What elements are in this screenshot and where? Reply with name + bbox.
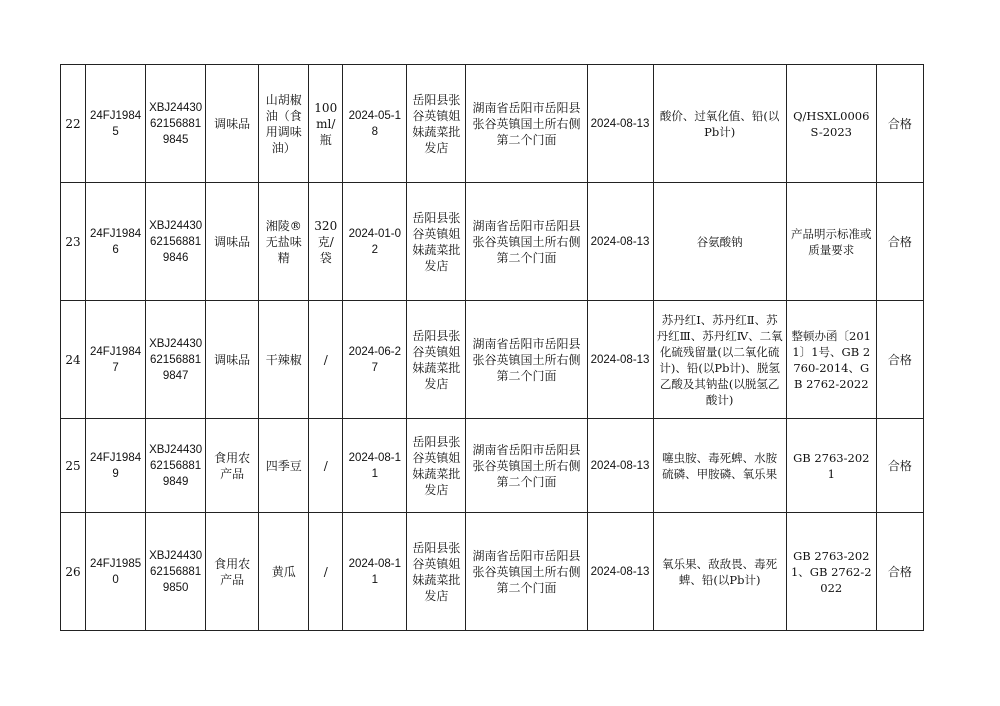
sample-no-cell: 24FJ19849 [86, 419, 146, 513]
address-cell: 湖南省岳阳市岳阳县张谷英镇国土所右侧第二个门面 [466, 513, 587, 631]
table-row [61, 183, 924, 301]
category-cell: 食用农产品 [206, 419, 259, 513]
test-items-cell: 氧乐果、敌敌畏、毒死蜱、铅(以Pb计) [653, 513, 786, 631]
test-items-cell: 噻虫胺、毒死蜱、水胺硫磷、甲胺磷、氧乐果 [653, 419, 786, 513]
table-row [61, 513, 924, 631]
standard-cell: 整顿办函〔2011〕1号、GB 2760-2014、GB 2762-2022 [786, 301, 876, 419]
seq-cell: 26 [61, 513, 86, 631]
category-cell: 调味品 [206, 183, 259, 301]
seq-cell: 23 [61, 183, 86, 301]
standard-cell: Q/HSXL0006S-2023 [786, 65, 876, 183]
sample-no-cell: 24FJ19845 [86, 65, 146, 183]
production-date-cell: 2024-01-02 [343, 183, 407, 301]
result-cell: 合格 [876, 65, 923, 183]
category-cell: 调味品 [206, 301, 259, 419]
production-date-cell: 2024-06-27 [343, 301, 407, 419]
standard-cell: GB 2763-2021、GB 2762-2022 [786, 513, 876, 631]
product-cell: 干辣椒 [259, 301, 309, 419]
standard-cell: GB 2763-2021 [786, 419, 876, 513]
table-row [61, 301, 924, 419]
sample-no-cell: 24FJ19846 [86, 183, 146, 301]
inspection-results-table [60, 64, 924, 631]
seq-cell: 25 [61, 419, 86, 513]
sample-no-cell: 24FJ19847 [86, 301, 146, 419]
test-items-cell: 苏丹红Ⅰ、苏丹红Ⅱ、苏丹红Ⅲ、苏丹红Ⅳ、二氧化硫残留量(以二氧化硫计)、铅(以Pb计)、脱氢乙酸及其钠盐(以脱氢乙酸计) [653, 301, 786, 419]
seller-cell: 岳阳县张谷英镇姐妹蔬菜批发店 [407, 419, 466, 513]
spec-cell: / [309, 513, 343, 631]
result-cell: 合格 [876, 301, 923, 419]
spec-cell: 320克/袋 [309, 183, 343, 301]
category-cell: 调味品 [206, 65, 259, 183]
product-cell: 山胡椒油（食用调味油） [259, 65, 309, 183]
seller-cell: 岳阳县张谷英镇姐妹蔬菜批发店 [407, 513, 466, 631]
seq-cell: 22 [61, 65, 86, 183]
production-date-cell: 2024-08-11 [343, 513, 407, 631]
task-id-cell: XBJ24430621568819849 [146, 419, 206, 513]
sampling-date-cell: 2024-08-13 [587, 183, 653, 301]
product-cell: 四季豆 [259, 419, 309, 513]
product-cell: 黄瓜 [259, 513, 309, 631]
test-items-cell: 酸价、过氧化值、铅(以Pb计) [653, 65, 786, 183]
sampling-date-cell: 2024-08-13 [587, 419, 653, 513]
result-cell: 合格 [876, 513, 923, 631]
address-cell: 湖南省岳阳市岳阳县张谷英镇国土所右侧第二个门面 [466, 65, 587, 183]
task-id-cell: XBJ24430621568819847 [146, 301, 206, 419]
result-cell: 合格 [876, 183, 923, 301]
sampling-date-cell: 2024-08-13 [587, 301, 653, 419]
result-cell: 合格 [876, 419, 923, 513]
task-id-cell: XBJ24430621568819845 [146, 65, 206, 183]
address-cell: 湖南省岳阳市岳阳县张谷英镇国土所右侧第二个门面 [466, 301, 587, 419]
task-id-cell: XBJ24430621568819846 [146, 183, 206, 301]
sample-no-cell: 24FJ19850 [86, 513, 146, 631]
product-cell: 湘陵®无盐味精 [259, 183, 309, 301]
sampling-date-cell: 2024-08-13 [587, 65, 653, 183]
seller-cell: 岳阳县张谷英镇姐妹蔬菜批发店 [407, 183, 466, 301]
task-id-cell: XBJ24430621568819850 [146, 513, 206, 631]
address-cell: 湖南省岳阳市岳阳县张谷英镇国土所右侧第二个门面 [466, 183, 587, 301]
spec-cell: 100ml/瓶 [309, 65, 343, 183]
table-row [61, 65, 924, 183]
seq-cell: 24 [61, 301, 86, 419]
sampling-date-cell: 2024-08-13 [587, 513, 653, 631]
standard-cell: 产品明示标准或质量要求 [786, 183, 876, 301]
spec-cell: / [309, 301, 343, 419]
category-cell: 食用农产品 [206, 513, 259, 631]
seller-cell: 岳阳县张谷英镇姐妹蔬菜批发店 [407, 65, 466, 183]
test-items-cell: 谷氨酸钠 [653, 183, 786, 301]
production-date-cell: 2024-05-18 [343, 65, 407, 183]
seller-cell: 岳阳县张谷英镇姐妹蔬菜批发店 [407, 301, 466, 419]
spec-cell: / [309, 419, 343, 513]
production-date-cell: 2024-08-11 [343, 419, 407, 513]
address-cell: 湖南省岳阳市岳阳县张谷英镇国土所右侧第二个门面 [466, 419, 587, 513]
table-row [61, 419, 924, 513]
